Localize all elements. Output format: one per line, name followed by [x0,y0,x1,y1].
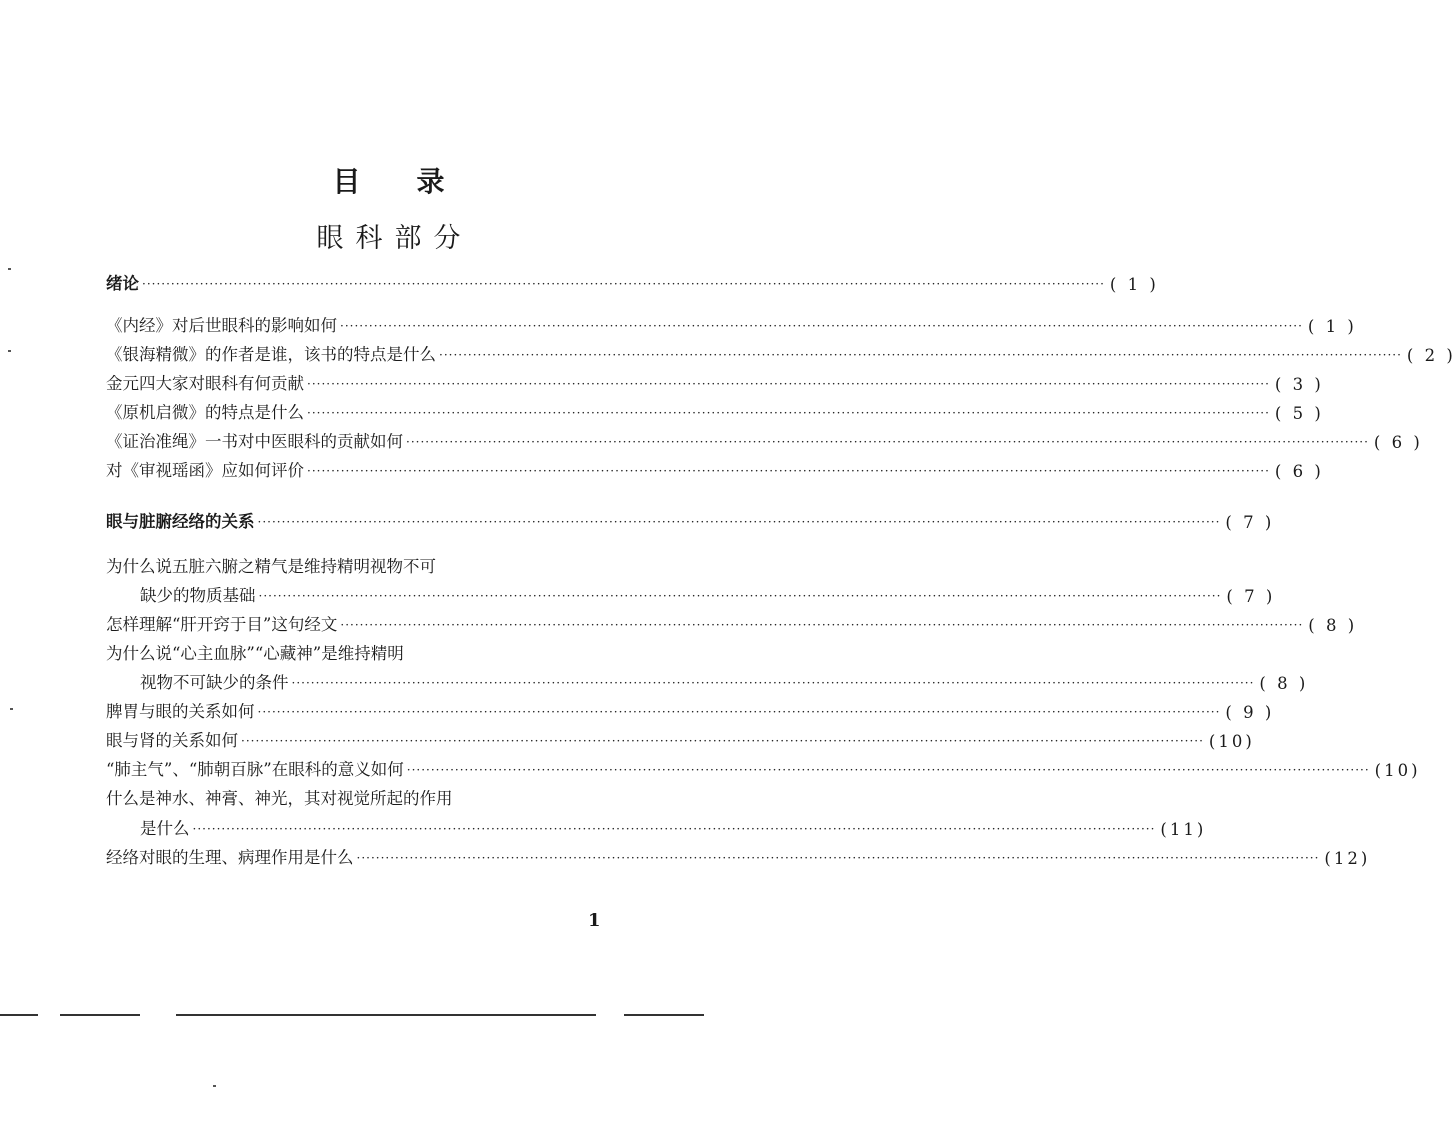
toc-entry-title: 绪论 [106,274,139,293]
toc-entry[interactable] [140,665,1309,693]
toc-entry[interactable] [106,266,1159,294]
scan-speck [213,1085,216,1087]
toc-entry-title: 《原机启微》的特点是什么 [106,403,304,422]
dot-leader: ········································································································································································································ [406,763,1370,777]
toc-entry-title: 眼与脏腑经络的关系 [106,512,255,531]
toc-entry-first-line[interactable]: 为什么说五脏六腑之精气是维持精明视物不可 [106,557,436,576]
toc-entry[interactable] [106,840,1371,868]
toc-entry[interactable] [106,453,1324,481]
section-subtitle: 眼科部分 [316,223,473,254]
page-title: 目录 [332,165,501,198]
toc-entry[interactable] [106,337,1456,365]
dot-leader: ········································································································································································································ [142,277,1105,291]
toc-entry[interactable] [140,811,1207,839]
toc-entry-title: 金元四大家对眼科有何贡献 [106,374,304,393]
toc-entry-first-line[interactable]: 什么是神水、神膏、神光，其对视觉所起的作用 [106,789,453,808]
dot-leader: ········································································································································································································ [406,435,1369,449]
dot-leader: ········································································································································································································ [307,464,1270,478]
toc-page-number: ( 8 ) [1308,616,1358,635]
toc-entry-first-line[interactable]: 为什么说“心主血脉”“心藏神”是维持精明 [106,644,404,663]
toc-page-number: ( 8 ) [1259,674,1309,693]
toc-entry[interactable] [106,504,1275,532]
toc-page-number: (12) [1324,849,1371,868]
toc-page-number: ( 5 ) [1274,404,1324,423]
toc-entry[interactable] [140,578,1276,606]
toc-entry-title: 经络对眼的生理、病理作用是什么 [106,848,354,867]
scan-speck [10,708,13,710]
toc-entry-title: 缺少的物质基础 [140,586,256,605]
dot-leader: ········································································································································································································ [192,822,1156,836]
toc-entry-title: 怎样理解“肝开窍于目”这句经文 [106,615,338,634]
scan-rule [0,1014,38,1016]
toc-entry[interactable] [106,723,1255,751]
page-number: 1 [588,910,601,931]
toc-page-number: ( 2 ) [1406,346,1456,365]
toc-page-number: ( 7 ) [1225,513,1275,532]
toc-page-number: ( 6 ) [1274,462,1324,481]
toc-page-number: ( 3 ) [1274,375,1324,394]
toc-entry-title: 眼与肾的关系如何 [106,731,238,750]
toc-entry-title: 《内经》对后世眼科的影响如何 [106,316,337,335]
dot-leader: ········································································································································································································ [257,515,1221,529]
dot-leader: ········································································································································································································ [257,705,1221,719]
toc-page-number: ( 1 ) [1307,317,1357,336]
toc-page-number: (11) [1160,820,1207,839]
toc-entry-title: 《证治准绳》一书对中医眼科的贡献如何 [106,432,403,451]
dot-leader: ········································································································································································································ [241,734,1204,748]
toc-entry[interactable] [106,424,1423,452]
toc-page-number: ( 6 ) [1373,433,1423,452]
toc-entry[interactable] [106,752,1421,780]
toc-entry-title: 对《审视瑶函》应如何评价 [106,461,304,480]
toc-entry[interactable] [106,366,1324,394]
toc-entry[interactable] [106,694,1275,722]
scan-rule [60,1014,140,1016]
toc-page-number: (10) [1374,761,1421,780]
scan-speck [8,268,11,270]
dot-leader: ········································································································································································································ [340,319,1303,333]
dot-leader: ········································································································································································································ [439,348,1402,362]
scan-rule [624,1014,704,1016]
toc-page-number: ( 1 ) [1109,275,1159,294]
scan-rule [176,1014,596,1016]
dot-leader: ········································································································································································································ [356,851,1320,865]
toc-entry[interactable] [106,395,1324,423]
toc-entry-title: “肺主气”、“肺朝百脉”在眼科的意义如何 [106,760,404,779]
scan-speck [8,350,11,352]
dot-leader: ········································································································································································································ [340,618,1304,632]
toc-entry-title: 《银海精微》的作者是谁，该书的特点是什么 [106,345,436,364]
dot-leader: ········································································································································································································ [307,406,1270,420]
toc-entry-title: 是什么 [140,819,190,838]
toc-page-number: ( 7 ) [1226,587,1276,606]
toc-page-number: (10) [1208,732,1255,751]
toc-entry[interactable] [106,607,1358,635]
dot-leader: ········································································································································································································ [307,377,1270,391]
toc-entry-title: 视物不可缺少的条件 [140,673,289,692]
toc-entry[interactable] [106,308,1357,336]
toc-page-number: ( 9 ) [1225,703,1275,722]
dot-leader: ········································································································································································································ [258,589,1222,603]
toc-entry-title: 脾胃与眼的关系如何 [106,702,255,721]
dot-leader: ········································································································································································································ [291,676,1255,690]
